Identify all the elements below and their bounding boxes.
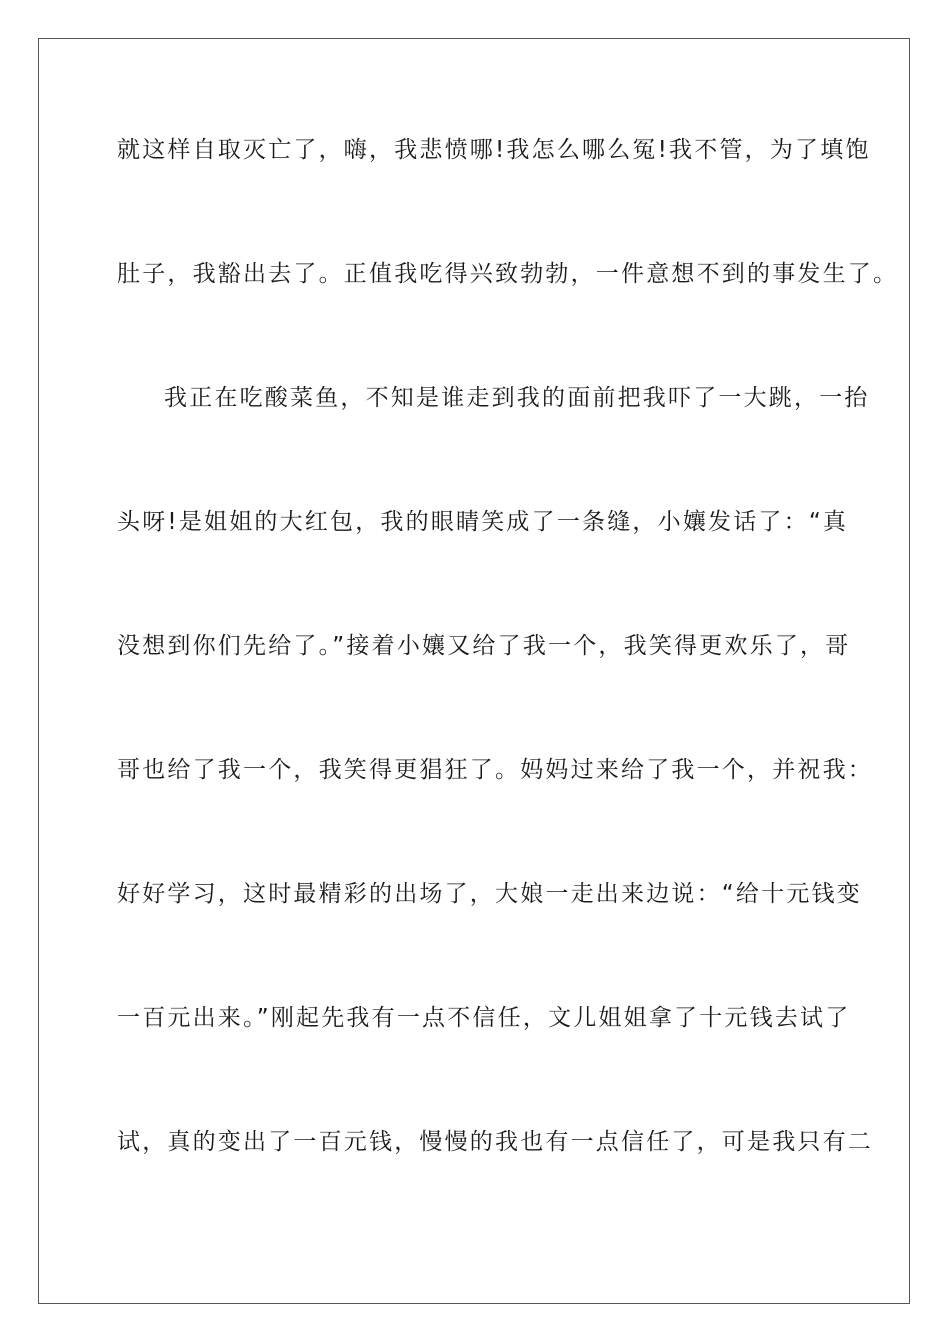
text-line-5: 没想到你们先给了。”接着小孃又给了我一个，我笑得更欢乐了，哥 bbox=[117, 633, 851, 659]
text-line-1: 就这样自取灭亡了，嗨，我悲愤哪!我怎么哪么冤!我不管，为了填饱 bbox=[117, 137, 871, 163]
text-line-4: 头呀!是姐姐的大红包，我的眼睛笑成了一条缝，小孃发话了：“真 bbox=[117, 509, 849, 535]
page-border bbox=[38, 38, 910, 1304]
text-line-7: 好好学习，这时最精彩的出场了，大娘一走出来边说：“给十元钱变 bbox=[117, 881, 862, 907]
text-line-3: 我正在吃酸菜鱼，不知是谁走到我的面前把我吓了一大跳，一抬 bbox=[164, 385, 870, 411]
text-line-2: 肚子，我豁出去了。正值我吃得兴致勃勃，一件意想不到的事发生了。 bbox=[117, 261, 899, 287]
text-line-8: 一百元出来。”刚起先我有一点不信任，文儿姐姐拿了十元钱去试了 bbox=[117, 1005, 851, 1031]
text-line-6: 哥也给了我一个，我笑得更猖狂了。妈妈过来给了我一个，并祝我： bbox=[117, 757, 873, 783]
text-line-9: 试，真的变出了一百元钱，慢慢的我也有一点信任了，可是我只有二 bbox=[117, 1129, 873, 1155]
